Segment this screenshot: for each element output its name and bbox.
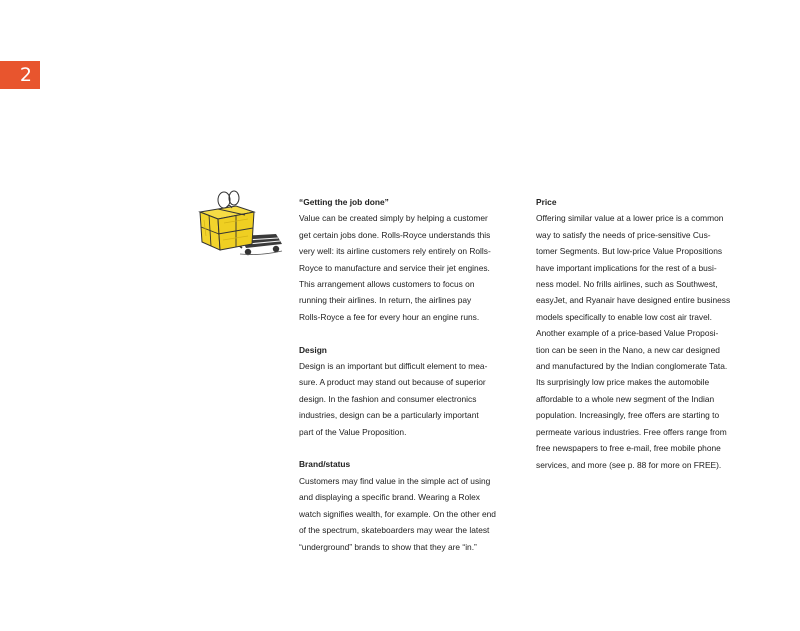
text-line: Value can be created simply by helping a customer bbox=[299, 213, 488, 224]
gift-box-on-cart-icon bbox=[190, 178, 286, 268]
text-line: permeate various industries. Free offers range from bbox=[536, 426, 727, 437]
left-text-column bbox=[299, 194, 511, 571]
right-text-column bbox=[536, 194, 748, 489]
text-line: of the spectrum, skateboarders may wear the latest bbox=[299, 525, 490, 536]
text-line: tomer Segments. But low-price Value Propositions bbox=[536, 246, 723, 257]
section-getting-job-done bbox=[299, 194, 511, 325]
text-line: Offering similar value at a lower price is a common bbox=[536, 213, 724, 224]
text-line: Another example of a price-based Value Proposi- bbox=[536, 328, 719, 339]
text-line: and displaying a specific brand. Wearing a Rolex bbox=[299, 492, 480, 503]
text-line: get certain jobs done. Rolls-Royce understands this bbox=[299, 229, 491, 240]
gift-box-illustration bbox=[200, 191, 254, 250]
text-line: way to satisfy the needs of price-sensitive Cus- bbox=[536, 229, 711, 240]
text-line: services, and more (see p. 88 for more on FREE). bbox=[536, 459, 722, 470]
text-line: very well: its airline customers rely entirely on Rolls- bbox=[299, 246, 491, 257]
text-line: design. In the fashion and consumer electronics bbox=[299, 393, 477, 404]
text-line: “underground” brands to show that they are “in.” bbox=[299, 541, 477, 552]
section-heading: Design bbox=[299, 344, 327, 355]
section-price bbox=[536, 194, 748, 473]
chapter-number-tab: 2 bbox=[0, 61, 40, 89]
text-line: population. Increasingly, free offers are starting to bbox=[536, 410, 720, 421]
section-body bbox=[536, 210, 748, 473]
text-line: running their airlines. In return, the airlines pay bbox=[299, 295, 472, 306]
text-line: affordable to a whole new segment of the Indian bbox=[536, 393, 715, 404]
text-line: tion can be seen in the Nano, a new car designed bbox=[536, 344, 720, 355]
section-brand-status bbox=[299, 456, 511, 554]
section-body bbox=[299, 473, 511, 555]
text-line: have important implications for the rest of a busi- bbox=[536, 262, 717, 273]
text-line: models specifically to enable low cost air travel. bbox=[536, 311, 712, 322]
text-line: watch signifies wealth, for example. On the other end bbox=[299, 508, 496, 519]
text-line: Its surprisingly low price makes the automobile bbox=[536, 377, 710, 388]
text-line: Rolls-Royce a fee for every hour an engine runs. bbox=[299, 311, 480, 322]
text-line: ness model. No frills airlines, such as Southwest, bbox=[536, 279, 718, 290]
text-line: sure. A product may stand out because of superior bbox=[299, 377, 486, 388]
text-line: and manufactured by the Indian conglomerate Tata. bbox=[536, 361, 728, 372]
section-heading: Brand/status bbox=[299, 459, 351, 470]
text-line: part of the Value Proposition. bbox=[299, 426, 407, 437]
text-line: easyJet, and Ryanair have designed entire business bbox=[536, 295, 731, 306]
section-heading: “Getting the job done” bbox=[299, 197, 389, 207]
text-line: Customers may find value in the simple act of using bbox=[299, 475, 491, 486]
section-heading: Price bbox=[536, 197, 557, 207]
section-body bbox=[299, 358, 511, 440]
text-line: free newspapers to free e-mail, free mobile phone bbox=[536, 443, 721, 454]
section-design bbox=[299, 342, 511, 440]
text-line: Design is an important but difficult element to mea- bbox=[299, 361, 488, 372]
text-line: This arrangement allows customers to focus on bbox=[299, 279, 475, 290]
text-line: Royce to manufacture and service their jet engines. bbox=[299, 262, 490, 273]
section-body bbox=[299, 210, 511, 325]
text-line: industries, design can be a particularly important bbox=[299, 410, 479, 421]
